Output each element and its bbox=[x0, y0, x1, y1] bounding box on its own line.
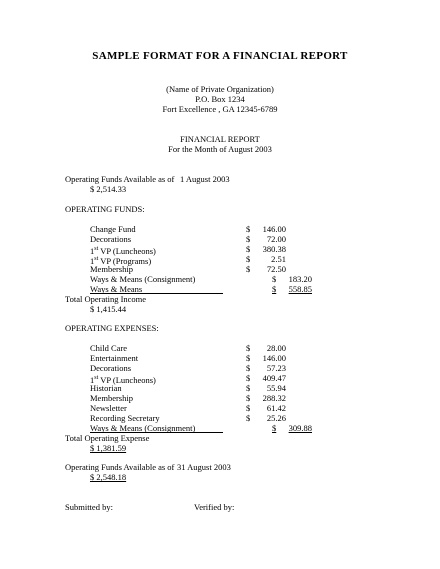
expenses-heading: OPERATING EXPENSES: bbox=[65, 323, 159, 333]
expense-item-dollar: $ bbox=[246, 393, 251, 403]
funds-item-amount: 72.00 bbox=[266, 234, 286, 244]
funds-item-dollar: $ bbox=[272, 284, 277, 294]
opening-label: Operating Funds Available as of bbox=[65, 174, 175, 184]
expense-item-amount: 146.00 bbox=[262, 353, 286, 363]
expense-item-amount: 57.23 bbox=[266, 363, 286, 373]
expense-item-label: 1st VP (Luncheons) bbox=[90, 374, 156, 385]
funds-item-dollar: $ bbox=[246, 234, 251, 244]
funds-total-label: Total Operating Income bbox=[65, 294, 147, 304]
funds-item-label: Change Fund bbox=[90, 224, 136, 234]
org-name: (Name of Private Organization) bbox=[166, 84, 274, 94]
expense-item-dollar: $ bbox=[246, 343, 251, 353]
expense-item-amount: 55.94 bbox=[266, 383, 286, 393]
funds-item-label: 1st VP (Programs) bbox=[90, 255, 152, 266]
funds-item-dollar: $ bbox=[272, 274, 277, 284]
expense-item-dollar: $ bbox=[272, 423, 277, 433]
expense-item-amount: 61.42 bbox=[266, 403, 286, 413]
funds-item-amount: 183.20 bbox=[288, 274, 312, 284]
org-city: Fort Excellence , GA 12345-6789 bbox=[162, 104, 278, 114]
closing-amount: $ 2,548.18 bbox=[90, 472, 127, 482]
funds-item-amount: 72.50 bbox=[266, 264, 286, 274]
funds-item-amount: 2.51 bbox=[271, 254, 286, 264]
funds-total-amount: $ 1,415.44 bbox=[90, 304, 127, 314]
expense-item-dollar: $ bbox=[246, 383, 251, 393]
verified-by-label: Verified by: bbox=[194, 502, 235, 512]
funds-heading: OPERATING FUNDS: bbox=[65, 204, 145, 214]
funds-item-dollar: $ bbox=[246, 264, 251, 274]
funds-item-label: Ways & Means bbox=[90, 284, 143, 294]
expense-item-dollar: $ bbox=[246, 353, 251, 363]
expense-item-dollar: $ bbox=[246, 413, 251, 423]
submitted-by-label: Submitted by: bbox=[65, 502, 113, 512]
closing-date: 31 August 2003 bbox=[177, 462, 231, 472]
org-po-box: P.O. Box 1234 bbox=[195, 94, 245, 104]
expense-item-label: Entertainment bbox=[90, 353, 139, 363]
opening-amount: $ 2,514.33 bbox=[90, 184, 127, 194]
expenses-total-label: Total Operating Expense bbox=[65, 433, 150, 443]
expense-item-label: Recording Secretary bbox=[90, 413, 160, 423]
expense-item-dollar: $ bbox=[246, 363, 251, 373]
funds-item-dollar: $ bbox=[246, 244, 251, 254]
expense-item-amount: 309.88 bbox=[288, 423, 312, 433]
funds-item-amount: 380.38 bbox=[262, 244, 286, 254]
expense-item-label: Historian bbox=[90, 383, 122, 393]
closing-label: Operating Funds Available as of bbox=[65, 462, 175, 472]
funds-item-label: Decorations bbox=[90, 234, 132, 244]
expense-item-amount: 288.32 bbox=[262, 393, 286, 403]
funds-item-dollar: $ bbox=[246, 254, 251, 264]
expense-item-label: Child Care bbox=[90, 343, 128, 353]
expense-item-amount: 409.47 bbox=[262, 373, 286, 383]
funds-item-dollar: $ bbox=[246, 224, 251, 234]
funds-item-amount: 558.85 bbox=[288, 284, 312, 294]
expense-item-label: Newsletter bbox=[90, 403, 127, 413]
expense-item-amount: 25.26 bbox=[266, 413, 286, 423]
expenses-total-amount: $ 1,381.59 bbox=[90, 443, 127, 453]
report-period: For the Month of August 2003 bbox=[168, 144, 272, 154]
expense-item-label: Decorations bbox=[90, 363, 132, 373]
funds-item-label: 1st VP (Luncheons) bbox=[90, 245, 156, 256]
report-heading: FINANCIAL REPORT bbox=[180, 134, 260, 144]
funds-item-label: Membership bbox=[90, 264, 133, 274]
funds-item-label: Ways & Means (Consignment) bbox=[90, 274, 196, 284]
report-title: SAMPLE FORMAT FOR A FINANCIAL REPORT bbox=[92, 50, 348, 62]
expense-item-label: Membership bbox=[90, 393, 133, 403]
expense-item-dollar: $ bbox=[246, 373, 251, 383]
expense-item-amount: 28.00 bbox=[266, 343, 286, 353]
opening-date: 1 August 2003 bbox=[180, 174, 230, 184]
expense-item-dollar: $ bbox=[246, 403, 251, 413]
expense-item-label: Ways & Means (Consignment) bbox=[90, 423, 196, 433]
funds-item-amount: 146.00 bbox=[262, 224, 286, 234]
